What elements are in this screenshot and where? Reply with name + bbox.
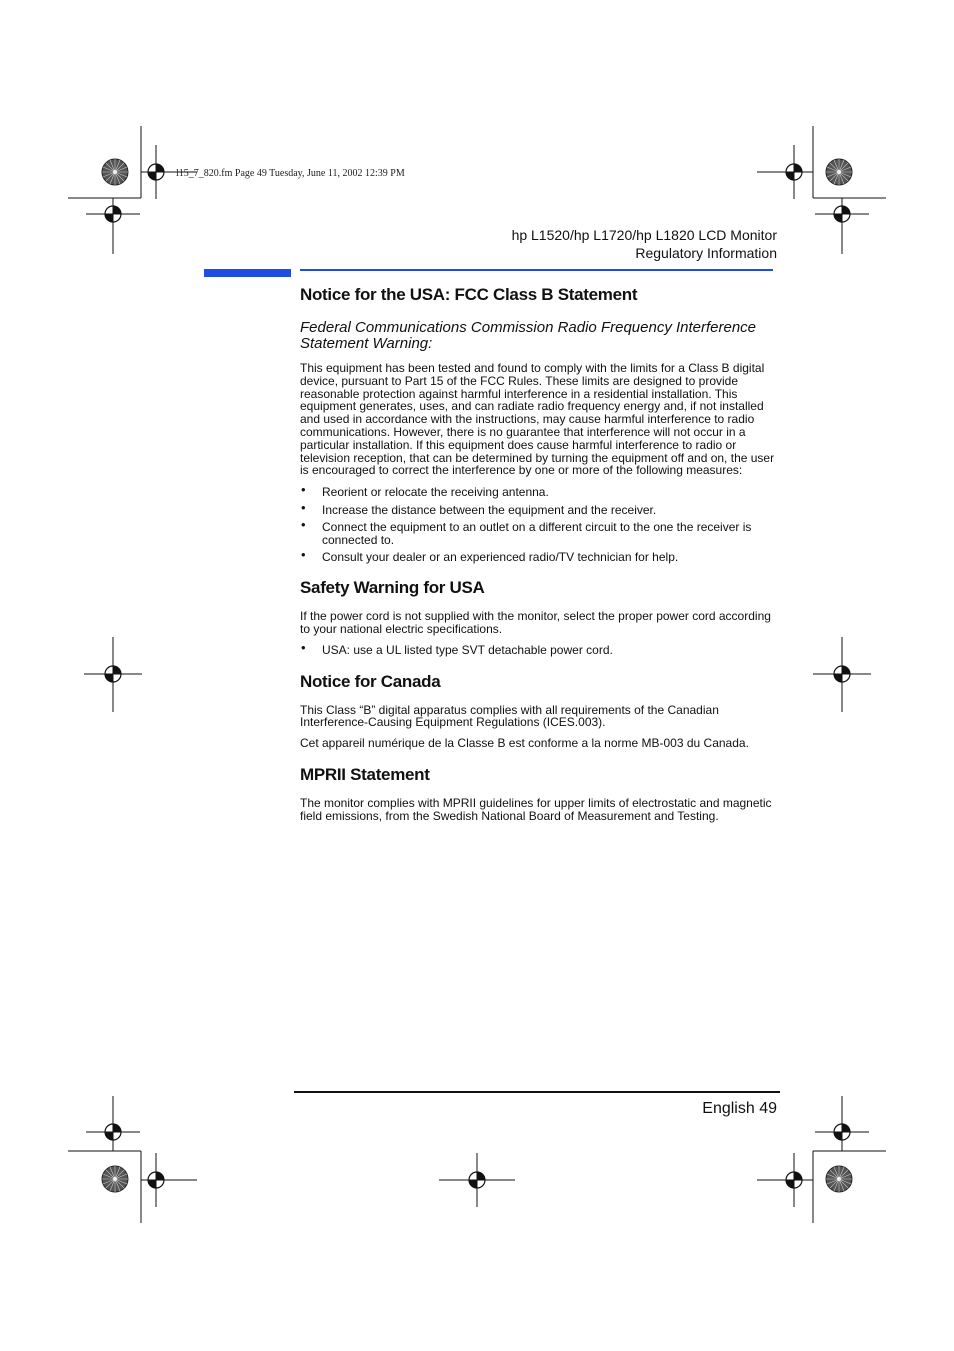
list-item: • USA: use a UL listed type SVT detachable power cord. (301, 639, 613, 657)
list-item: • Consult your dealer or an experienced radio/TV technician for help. (301, 547, 679, 565)
header-product-line: hp L1520/hp L1720/hp L1820 LCD Monitor (511, 227, 777, 243)
mprii-body: The monitor complies with MPRII guidelines for upper limits of electrostatic and magnetic field emissions, from the Swedish National Board of Measurement and Testing. (300, 795, 772, 823)
safety-heading: Safety Warning for USA (300, 578, 485, 598)
running-header (357, 226, 777, 262)
bullet-icon: • (301, 516, 306, 532)
mprii-section (300, 764, 776, 823)
bullet-icon: • (301, 639, 306, 655)
list-item: • Connect the equipment to an outlet on a different circuit to the one the receiver is connected to. (301, 516, 752, 547)
print-slug: l15_7_820.fm Page 49 Tuesday, June 11, 2002 12:39 PM (176, 168, 405, 179)
list-item: • Increase the distance between the equipment and the receiver. (301, 499, 657, 517)
bullet-icon: • (301, 499, 306, 515)
header-accent-bar (204, 269, 291, 277)
canada-body-french: Cet appareil numérique de la Classe B est conforme a la norme MB-003 du Canada. (300, 736, 749, 751)
header-section-line: Regulatory Information (635, 245, 777, 261)
bullet-icon: • (301, 482, 306, 498)
bullet-icon: • (301, 547, 306, 563)
canada-body-english: This Class “B” digital apparatus complies with all requirements of the Canadian Interference-Causing Equipment Regulations (ICES.003). (300, 702, 719, 730)
mprii-heading: MPRII Statement (300, 764, 430, 784)
safety-section (300, 577, 776, 656)
page-content (300, 284, 776, 823)
page-number: English 49 (702, 1100, 777, 1117)
safety-body: If the power cord is not supplied with the monitor, select the proper power cord according to your national electric specifications. (300, 609, 771, 636)
footer-rule (294, 1091, 780, 1093)
fcc-measures-list (300, 482, 776, 565)
canada-heading: Notice for Canada (300, 671, 441, 691)
fcc-body: This equipment has been tested and found to comply with the limits for a Class B digital device, pursuant to Part 15 of the FCC Rules. These limits are designed to provide reasonable protection against harmful interference in a residential installation. This equipment generates, uses, and can radiate radio frequency energy and, if not installed and used in accordance with the instructions, may cause harmful interference to radio communications. However, there is no guarantee that interference will not occur in a particular installation. If this equipment does cause harmful interference to radio or television reception, that can be determined by turning the equipment off and on, the user is encouraged to correct the interference by one or more of the following measures: (300, 361, 775, 478)
canada-section (300, 671, 776, 750)
fcc-subtitle: Federal Communications Commission Radio Frequency Interference Statement Warning: (300, 319, 757, 352)
list-item: • Reorient or relocate the receiving antenna. (301, 482, 549, 500)
fcc-section (300, 284, 776, 564)
header-rule (300, 269, 773, 271)
fcc-heading: Notice for the USA: FCC Class B Statement (300, 285, 638, 304)
safety-list (300, 639, 776, 657)
